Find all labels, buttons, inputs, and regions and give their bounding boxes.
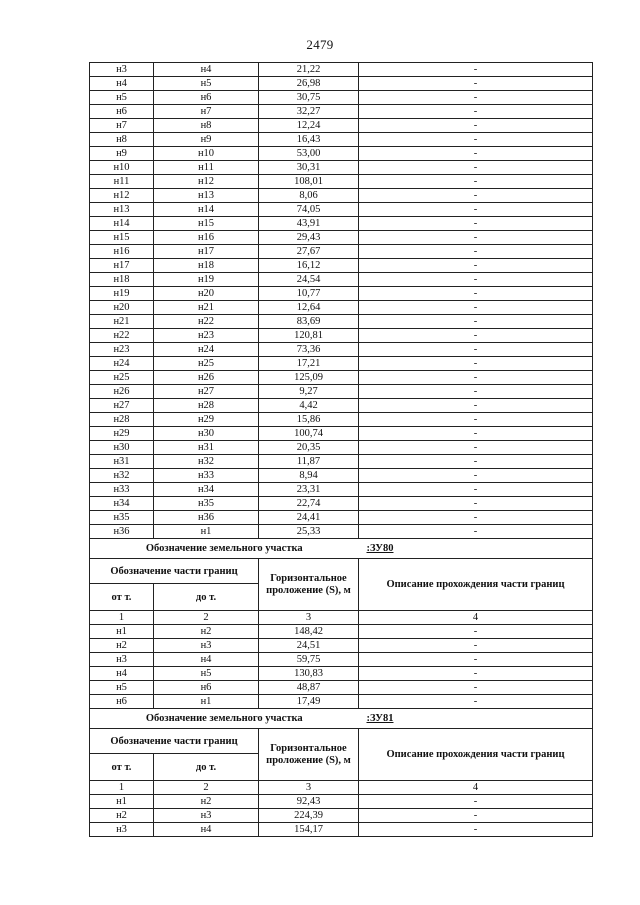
description: - bbox=[359, 653, 593, 667]
plot-81-rows bbox=[90, 795, 593, 837]
from-point: н5 bbox=[90, 91, 154, 105]
table-row bbox=[90, 245, 593, 259]
description: - bbox=[359, 329, 593, 343]
plot-code: :ЗУ80 bbox=[359, 539, 593, 559]
from-point: н15 bbox=[90, 231, 154, 245]
horizontal-distance: 8,06 bbox=[259, 189, 359, 203]
to-point: н11 bbox=[154, 161, 259, 175]
table-row bbox=[90, 809, 593, 823]
horizontal-distance: 23,31 bbox=[259, 483, 359, 497]
parts-header: Обозначение части границ bbox=[90, 559, 259, 584]
from-header: от т. bbox=[90, 584, 154, 611]
description: - bbox=[359, 343, 593, 357]
description: - bbox=[359, 399, 593, 413]
to-point: н6 bbox=[154, 681, 259, 695]
table-row bbox=[90, 639, 593, 653]
description: - bbox=[359, 455, 593, 469]
table-row bbox=[90, 189, 593, 203]
table-row bbox=[90, 301, 593, 315]
description: - bbox=[359, 511, 593, 525]
from-point: н6 bbox=[90, 695, 154, 709]
from-point: н19 bbox=[90, 287, 154, 301]
table-row bbox=[90, 823, 593, 837]
to-point: н3 bbox=[154, 639, 259, 653]
table-row bbox=[90, 259, 593, 273]
column-header-row bbox=[90, 729, 593, 754]
table-row bbox=[90, 315, 593, 329]
description: - bbox=[359, 441, 593, 455]
to-point: н8 bbox=[154, 119, 259, 133]
table-row bbox=[90, 653, 593, 667]
to-point: н26 bbox=[154, 371, 259, 385]
from-point: н9 bbox=[90, 147, 154, 161]
to-header: до т. bbox=[154, 584, 259, 611]
from-point: н4 bbox=[90, 667, 154, 681]
description: - bbox=[359, 301, 593, 315]
from-point: н36 bbox=[90, 525, 154, 539]
from-point: н14 bbox=[90, 217, 154, 231]
description: - bbox=[359, 427, 593, 441]
description: - bbox=[359, 175, 593, 189]
from-point: н24 bbox=[90, 357, 154, 371]
horizontal-distance: 120,81 bbox=[259, 329, 359, 343]
from-point: н23 bbox=[90, 343, 154, 357]
table-row bbox=[90, 77, 593, 91]
description-header: Описание прохождения части границ bbox=[359, 559, 593, 611]
description: - bbox=[359, 287, 593, 301]
to-point: н4 bbox=[154, 653, 259, 667]
description: - bbox=[359, 189, 593, 203]
table-row bbox=[90, 105, 593, 119]
description-header: Описание прохождения части границ bbox=[359, 729, 593, 781]
table-row bbox=[90, 133, 593, 147]
column-number: 1 bbox=[90, 781, 154, 795]
from-point: н26 bbox=[90, 385, 154, 399]
description: - bbox=[359, 469, 593, 483]
table-row bbox=[90, 667, 593, 681]
description: - bbox=[359, 385, 593, 399]
to-point: н1 bbox=[154, 695, 259, 709]
description: - bbox=[359, 273, 593, 287]
horizontal-distance: 8,94 bbox=[259, 469, 359, 483]
description: - bbox=[359, 161, 593, 175]
horizontal-distance: 32,27 bbox=[259, 105, 359, 119]
to-point: н29 bbox=[154, 413, 259, 427]
horizontal-distance: 22,74 bbox=[259, 497, 359, 511]
from-point: н10 bbox=[90, 161, 154, 175]
horizontal-distance: 154,17 bbox=[259, 823, 359, 837]
to-point: н34 bbox=[154, 483, 259, 497]
column-number: 2 bbox=[154, 611, 259, 625]
to-point: н4 bbox=[154, 823, 259, 837]
from-point: н1 bbox=[90, 625, 154, 639]
table-row bbox=[90, 273, 593, 287]
column-number: 4 bbox=[359, 611, 593, 625]
from-point: н29 bbox=[90, 427, 154, 441]
table-row bbox=[90, 63, 593, 77]
table-row bbox=[90, 357, 593, 371]
horizontal-distance: 92,43 bbox=[259, 795, 359, 809]
plot-label: Обозначение земельного участка bbox=[90, 539, 359, 559]
from-point: н31 bbox=[90, 455, 154, 469]
horizontal-distance: 59,75 bbox=[259, 653, 359, 667]
to-point: н32 bbox=[154, 455, 259, 469]
to-point: н9 bbox=[154, 133, 259, 147]
horizontal-distance: 17,21 bbox=[259, 357, 359, 371]
horizontal-distance: 20,35 bbox=[259, 441, 359, 455]
to-point: н30 bbox=[154, 427, 259, 441]
column-number: 2 bbox=[154, 781, 259, 795]
horizontal-distance: 30,31 bbox=[259, 161, 359, 175]
table-row bbox=[90, 525, 593, 539]
to-point: н7 bbox=[154, 105, 259, 119]
to-point: н6 bbox=[154, 91, 259, 105]
description: - bbox=[359, 91, 593, 105]
horizontal-distance: 108,01 bbox=[259, 175, 359, 189]
from-point: н20 bbox=[90, 301, 154, 315]
to-point: н31 bbox=[154, 441, 259, 455]
from-point: н3 bbox=[90, 823, 154, 837]
to-point: н25 bbox=[154, 357, 259, 371]
horizontal-distance: 224,39 bbox=[259, 809, 359, 823]
from-point: н3 bbox=[90, 63, 154, 77]
table-row bbox=[90, 385, 593, 399]
from-point: н4 bbox=[90, 77, 154, 91]
horizontal-distance: 73,36 bbox=[259, 343, 359, 357]
description: - bbox=[359, 483, 593, 497]
table-row bbox=[90, 91, 593, 105]
to-point: н28 bbox=[154, 399, 259, 413]
description: - bbox=[359, 315, 593, 329]
table-row bbox=[90, 455, 593, 469]
description: - bbox=[359, 133, 593, 147]
description: - bbox=[359, 245, 593, 259]
horizontal-distance: 15,86 bbox=[259, 413, 359, 427]
description: - bbox=[359, 371, 593, 385]
horizontal-distance: 16,43 bbox=[259, 133, 359, 147]
horizontal-distance: 10,77 bbox=[259, 287, 359, 301]
from-point: н3 bbox=[90, 653, 154, 667]
column-number: 1 bbox=[90, 611, 154, 625]
horizontal-distance: 43,91 bbox=[259, 217, 359, 231]
from-point: н18 bbox=[90, 273, 154, 287]
table-row bbox=[90, 119, 593, 133]
horizontal-distance: 24,54 bbox=[259, 273, 359, 287]
to-point: н2 bbox=[154, 795, 259, 809]
to-point: н18 bbox=[154, 259, 259, 273]
boundary-table bbox=[89, 62, 593, 837]
description: - bbox=[359, 105, 593, 119]
from-point: н8 bbox=[90, 133, 154, 147]
table-row bbox=[90, 147, 593, 161]
to-point: н5 bbox=[154, 667, 259, 681]
from-header: от т. bbox=[90, 754, 154, 781]
horizontal-distance: 11,87 bbox=[259, 455, 359, 469]
from-point: н7 bbox=[90, 119, 154, 133]
horizontal-distance: 17,49 bbox=[259, 695, 359, 709]
table-row bbox=[90, 469, 593, 483]
from-point: н22 bbox=[90, 329, 154, 343]
from-point: н2 bbox=[90, 639, 154, 653]
table-row bbox=[90, 413, 593, 427]
horizontal-distance: 16,12 bbox=[259, 259, 359, 273]
horizontal-distance: 9,27 bbox=[259, 385, 359, 399]
to-point: н22 bbox=[154, 315, 259, 329]
from-point: н21 bbox=[90, 315, 154, 329]
table-row bbox=[90, 795, 593, 809]
from-point: н6 bbox=[90, 105, 154, 119]
to-point: н15 bbox=[154, 217, 259, 231]
plot-header-row bbox=[90, 539, 593, 559]
description: - bbox=[359, 203, 593, 217]
horizontal-distance: 24,51 bbox=[259, 639, 359, 653]
plot-80-rows bbox=[90, 625, 593, 709]
parts-header: Обозначение части границ bbox=[90, 729, 259, 754]
to-point: н2 bbox=[154, 625, 259, 639]
plot-80-section bbox=[90, 539, 593, 625]
from-point: н25 bbox=[90, 371, 154, 385]
to-header: до т. bbox=[154, 754, 259, 781]
description: - bbox=[359, 497, 593, 511]
column-number-row bbox=[90, 611, 593, 625]
to-point: н36 bbox=[154, 511, 259, 525]
description: - bbox=[359, 77, 593, 91]
horizontal-header: Горизонтальное проложение (S), м bbox=[259, 559, 359, 611]
to-point: н23 bbox=[154, 329, 259, 343]
horizontal-distance: 53,00 bbox=[259, 147, 359, 161]
description: - bbox=[359, 63, 593, 77]
from-point: н34 bbox=[90, 497, 154, 511]
horizontal-distance: 25,33 bbox=[259, 525, 359, 539]
column-header-row bbox=[90, 559, 593, 584]
to-point: н3 bbox=[154, 809, 259, 823]
to-point: н16 bbox=[154, 231, 259, 245]
horizontal-distance: 100,74 bbox=[259, 427, 359, 441]
table-row bbox=[90, 231, 593, 245]
from-point: н28 bbox=[90, 413, 154, 427]
table-row bbox=[90, 483, 593, 497]
horizontal-distance: 148,42 bbox=[259, 625, 359, 639]
column-number-row bbox=[90, 781, 593, 795]
to-point: н33 bbox=[154, 469, 259, 483]
from-point: н33 bbox=[90, 483, 154, 497]
to-point: н21 bbox=[154, 301, 259, 315]
horizontal-distance: 29,43 bbox=[259, 231, 359, 245]
description: - bbox=[359, 639, 593, 653]
horizontal-distance: 125,09 bbox=[259, 371, 359, 385]
from-point: н35 bbox=[90, 511, 154, 525]
page-number: 2479 bbox=[306, 37, 334, 52]
horizontal-distance: 24,41 bbox=[259, 511, 359, 525]
table-row bbox=[90, 343, 593, 357]
table-row bbox=[90, 427, 593, 441]
from-point: н27 bbox=[90, 399, 154, 413]
description: - bbox=[359, 809, 593, 823]
from-point: н11 bbox=[90, 175, 154, 189]
horizontal-distance: 12,64 bbox=[259, 301, 359, 315]
horizontal-distance: 83,69 bbox=[259, 315, 359, 329]
horizontal-header: Горизонтальное проложение (S), м bbox=[259, 729, 359, 781]
table-row bbox=[90, 203, 593, 217]
table-row bbox=[90, 175, 593, 189]
table-row bbox=[90, 161, 593, 175]
from-point: н17 bbox=[90, 259, 154, 273]
from-point: н32 bbox=[90, 469, 154, 483]
description: - bbox=[359, 681, 593, 695]
horizontal-distance: 27,67 bbox=[259, 245, 359, 259]
from-point: н5 bbox=[90, 681, 154, 695]
description: - bbox=[359, 667, 593, 681]
plot-code: :ЗУ81 bbox=[359, 709, 593, 729]
description: - bbox=[359, 625, 593, 639]
table-row bbox=[90, 681, 593, 695]
table-row bbox=[90, 441, 593, 455]
table-row bbox=[90, 511, 593, 525]
plot-header-row bbox=[90, 709, 593, 729]
horizontal-distance: 12,24 bbox=[259, 119, 359, 133]
from-point: н2 bbox=[90, 809, 154, 823]
to-point: н12 bbox=[154, 175, 259, 189]
description: - bbox=[359, 231, 593, 245]
to-point: н27 bbox=[154, 385, 259, 399]
to-point: н5 bbox=[154, 77, 259, 91]
horizontal-distance: 48,87 bbox=[259, 681, 359, 695]
to-point: н19 bbox=[154, 273, 259, 287]
horizontal-distance: 74,05 bbox=[259, 203, 359, 217]
horizontal-distance: 21,22 bbox=[259, 63, 359, 77]
table-row bbox=[90, 329, 593, 343]
from-point: н12 bbox=[90, 189, 154, 203]
horizontal-distance: 26,98 bbox=[259, 77, 359, 91]
from-point: н30 bbox=[90, 441, 154, 455]
table-row bbox=[90, 497, 593, 511]
description: - bbox=[359, 217, 593, 231]
description: - bbox=[359, 795, 593, 809]
description: - bbox=[359, 259, 593, 273]
table-row bbox=[90, 217, 593, 231]
horizontal-distance: 130,83 bbox=[259, 667, 359, 681]
to-point: н35 bbox=[154, 497, 259, 511]
description: - bbox=[359, 119, 593, 133]
horizontal-distance: 4,42 bbox=[259, 399, 359, 413]
from-point: н16 bbox=[90, 245, 154, 259]
to-point: н4 bbox=[154, 63, 259, 77]
horizontal-distance: 30,75 bbox=[259, 91, 359, 105]
description: - bbox=[359, 357, 593, 371]
from-point: н1 bbox=[90, 795, 154, 809]
column-number: 3 bbox=[259, 781, 359, 795]
to-point: н13 bbox=[154, 189, 259, 203]
plot-label: Обозначение земельного участка bbox=[90, 709, 359, 729]
description: - bbox=[359, 525, 593, 539]
table-row bbox=[90, 695, 593, 709]
from-point: н13 bbox=[90, 203, 154, 217]
to-point: н1 bbox=[154, 525, 259, 539]
plot-81-section bbox=[90, 709, 593, 795]
column-number: 4 bbox=[359, 781, 593, 795]
to-point: н20 bbox=[154, 287, 259, 301]
description: - bbox=[359, 823, 593, 837]
column-number: 3 bbox=[259, 611, 359, 625]
to-point: н24 bbox=[154, 343, 259, 357]
table-row bbox=[90, 625, 593, 639]
to-point: н10 bbox=[154, 147, 259, 161]
table-row bbox=[90, 399, 593, 413]
table-row bbox=[90, 371, 593, 385]
description: - bbox=[359, 695, 593, 709]
description: - bbox=[359, 147, 593, 161]
rows-top-section bbox=[90, 63, 593, 539]
to-point: н17 bbox=[154, 245, 259, 259]
description: - bbox=[359, 413, 593, 427]
table-row bbox=[90, 287, 593, 301]
to-point: н14 bbox=[154, 203, 259, 217]
